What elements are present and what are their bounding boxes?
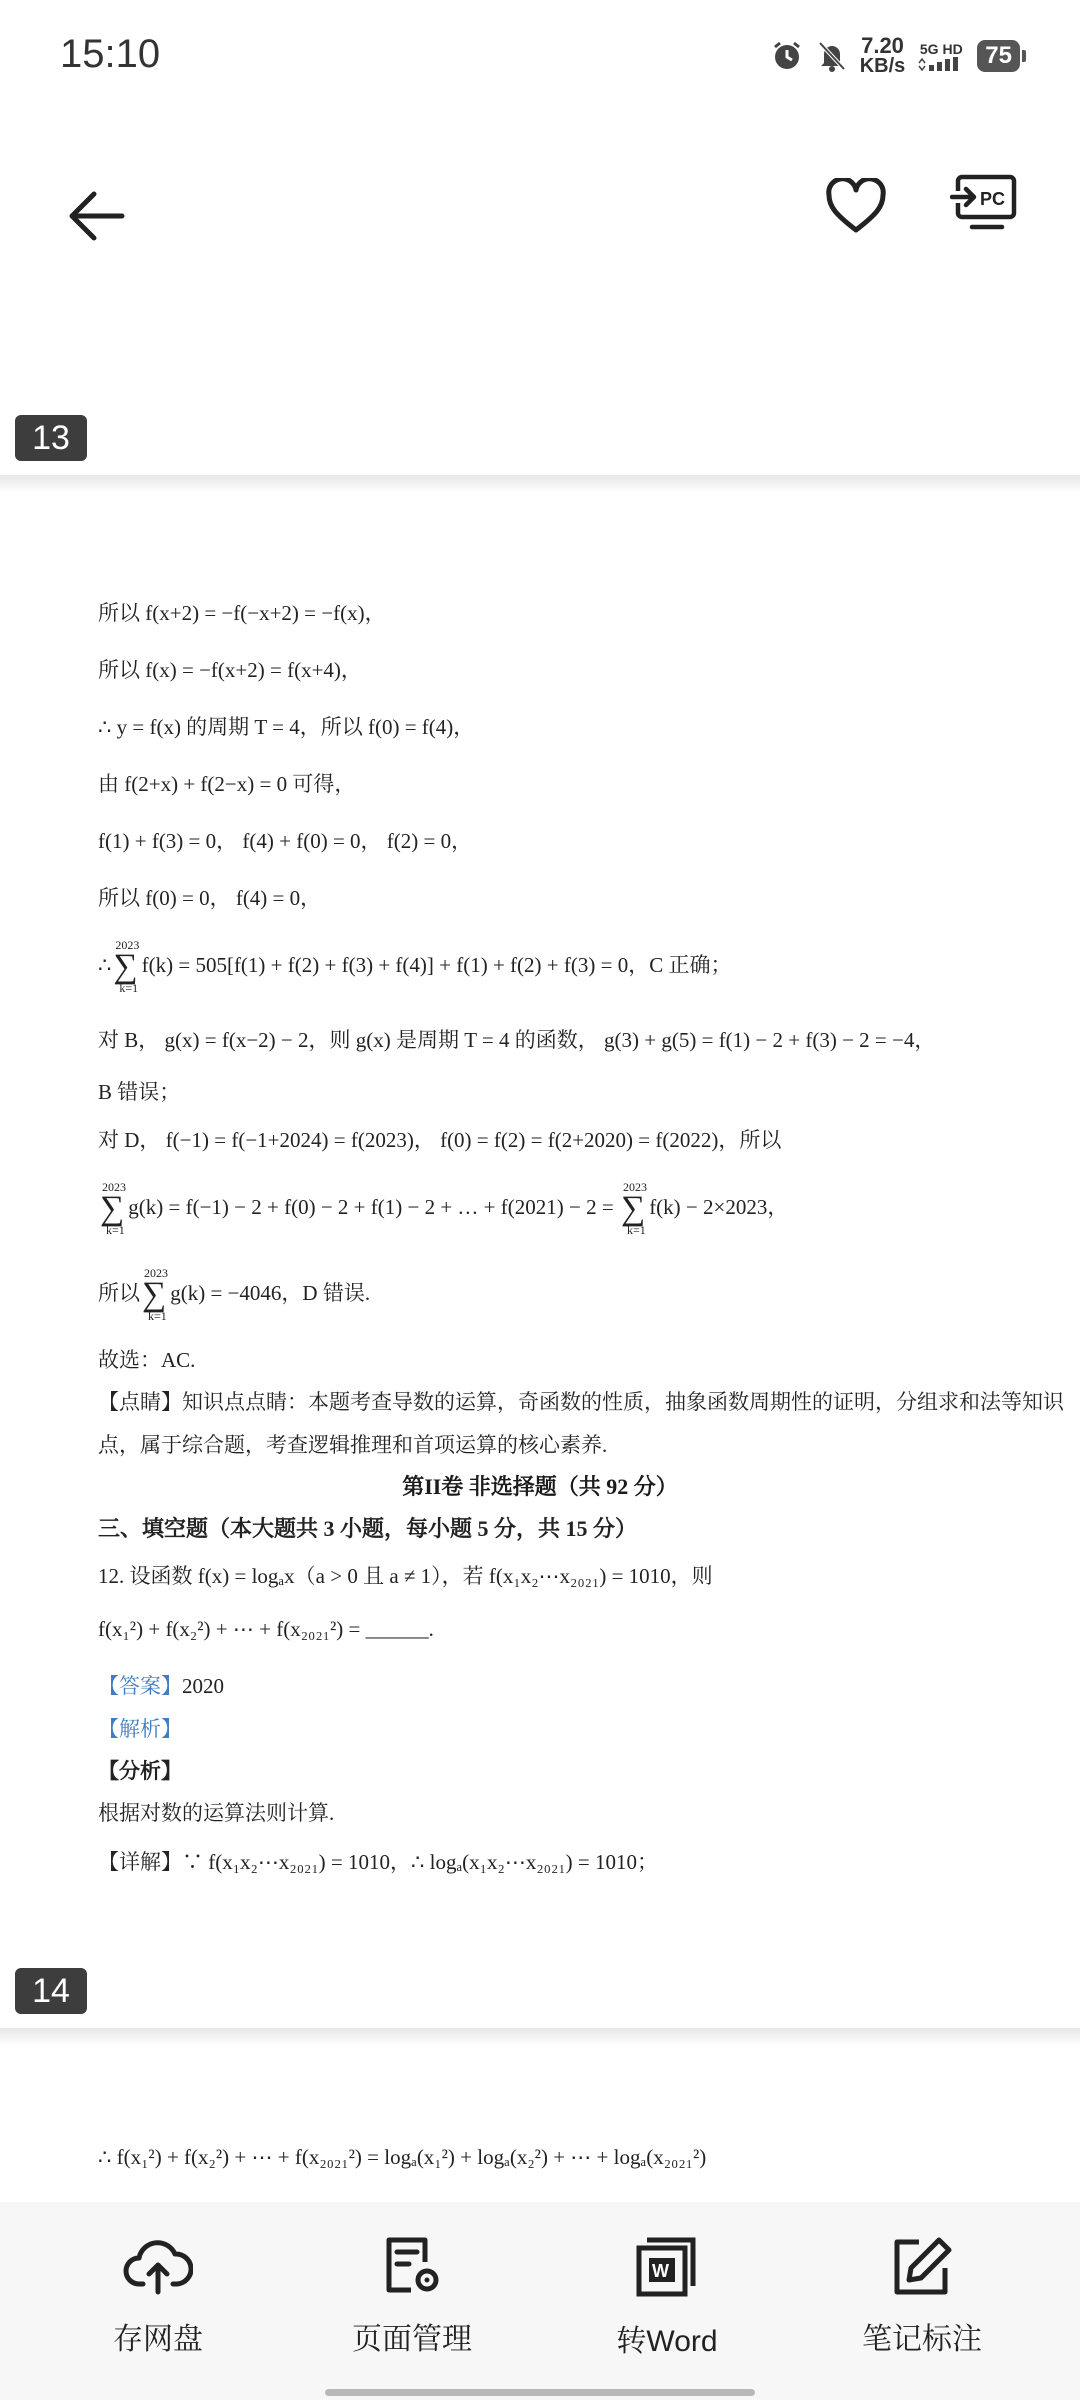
heart-icon bbox=[825, 178, 887, 234]
analysis-label: 【解析】 bbox=[98, 1717, 182, 1741]
send-to-pc-button[interactable] bbox=[946, 166, 1022, 242]
convert-to-word-button[interactable]: W 转Word bbox=[557, 2236, 777, 2360]
edit-note-icon bbox=[891, 2236, 953, 2296]
doc-line: 点，属于综合题，考查逻辑推理和首项运算的核心素养. bbox=[98, 1433, 608, 1457]
svg-text:PC: PC bbox=[980, 189, 1006, 209]
svg-text:W: W bbox=[652, 2261, 669, 2281]
battery-indicator: 75 bbox=[977, 40, 1020, 72]
back-arrow-icon bbox=[66, 190, 126, 242]
sigma-symbol: ∑ 2023 k=1 bbox=[100, 1180, 126, 1237]
status-time: 15:10 bbox=[60, 32, 161, 76]
page-separator bbox=[0, 475, 1080, 493]
detail-line: 【详解】∵ f(x₁x₂⋯x₂₀₂₁) = 1010，∴ logₐ(x₁x₂⋯x₂₀₂₁) = 1010； bbox=[98, 1850, 658, 1874]
sigma-symbol: ∑ 2023 k=1 bbox=[620, 1180, 647, 1237]
doc-line: 所以 f(x+2) = −f(−x+2) = −f(x)， bbox=[98, 601, 386, 625]
doc-line: ∴∑ 2023 k=1 f(k) = 505[f(1) + f(2) + f(3) + f(4)] + f(1) + f(2) + f(3) = 0，C 正确； bbox=[98, 938, 732, 995]
doc-line: 由 f(2+x) + f(2−x) = 0 可得， bbox=[98, 772, 356, 796]
page-number-badge: 14 bbox=[15, 1968, 87, 2014]
favorite-button[interactable] bbox=[820, 170, 892, 242]
doc-line: 所以 f(x) = −f(x+2) = f(x+4)， bbox=[98, 658, 362, 682]
pc-transfer-icon bbox=[950, 171, 1018, 237]
section-heading: 第II卷 非选择题（共 92 分） bbox=[402, 1474, 678, 1499]
question-line: f(x₁²) + f(x₂²) + ⋯ + f(x₂₀₂₁²) = ______. bbox=[98, 1617, 434, 1641]
sigma-symbol: ∑ 2023 k=1 bbox=[113, 938, 140, 995]
doc-line: 对 D， f(−1) = f(−1+2024) = f(2023)， f(0) = f(2) = f(2+2020) = f(2022)，所以 bbox=[98, 1128, 782, 1152]
home-indicator[interactable] bbox=[325, 2389, 755, 2396]
bottom-toolbar bbox=[0, 2202, 1080, 2400]
page-settings-icon bbox=[381, 2236, 443, 2296]
save-to-cloud-button[interactable]: 存网盘 bbox=[48, 2236, 268, 2358]
word-convert-icon bbox=[635, 2236, 699, 2298]
doc-line: ∑ 2023 k=1 g(k) = f(−1) − 2 + f(0) − 2 + f(1) − 2 + … + f(2021) − 2 = ∑ 2023 k=1 f(k) − 2×2023， bbox=[100, 1180, 789, 1237]
annotate-note-button[interactable]: 笔记标注 bbox=[812, 2236, 1032, 2358]
status-bar bbox=[0, 0, 1080, 110]
section-heading: 三、填空题（本大题共 3 小题，每小题 5 分，共 15 分） bbox=[98, 1516, 638, 1541]
answer-line: 【答案】2020 bbox=[98, 1674, 224, 1698]
network-speed: 7.20 KB/s bbox=[859, 33, 906, 77]
doc-line: 所以∑ 2023 k=1 g(k) = −4046，D 错误. bbox=[98, 1266, 371, 1323]
alarm-icon bbox=[770, 39, 804, 73]
doc-line: B 错误； bbox=[98, 1080, 181, 1104]
signal-indicator: 5G HD bbox=[917, 41, 965, 71]
analysis-heading: 【分析】 bbox=[98, 1759, 182, 1783]
sigma-symbol: ∑ 2023 k=1 bbox=[142, 1266, 168, 1323]
page-number-badge: 13 bbox=[15, 415, 87, 461]
doc-line: 【点睛】知识点点睛：本题考查导数的运算，奇函数的性质，抽象函数周期性的证明，分组求和法等知识 bbox=[98, 1390, 1064, 1414]
doc-line: 根据对数的运算法则计算. bbox=[98, 1801, 335, 1825]
doc-line: 对 B， g(x) = f(x−2) − 2，则 g(x) 是周期 T = 4 的函数， g(3) + g(5) = f(1) − 2 + f(3) − 2 = −4， bbox=[98, 1028, 936, 1052]
doc-line: f(1) + f(3) = 0， f(4) + f(0) = 0， f(2) = 0， bbox=[98, 829, 473, 853]
status-icons bbox=[770, 33, 1020, 77]
page-manage-button[interactable]: 页面管理 bbox=[302, 2236, 522, 2358]
cloud-upload-icon bbox=[123, 2236, 193, 2296]
top-toolbar bbox=[0, 160, 1080, 280]
question-line: 12. 设函数 f(x) = logₐx（a > 0 且 a ≠ 1），若 f(x₁x₂⋯x₂₀₂₁) = 1010，则 bbox=[98, 1564, 713, 1588]
doc-line: 故选：AC. bbox=[98, 1348, 196, 1372]
doc-line: ∴ y = f(x) 的周期 T = 4，所以 f(0) = f(4)， bbox=[98, 715, 475, 739]
back-button[interactable] bbox=[60, 180, 132, 252]
doc-line: 所以 f(0) = 0， f(4) = 0， bbox=[98, 886, 322, 910]
page-separator bbox=[0, 2028, 1080, 2046]
doc-line: ∴ f(x₁²) + f(x₂²) + ⋯ + f(x₂₀₂₁²) = logₐ(x₁²) + logₐ(x₂²) + ⋯ + logₐ(x₂₀₂₁²) bbox=[98, 2145, 707, 2169]
mute-bell-icon bbox=[816, 39, 848, 73]
